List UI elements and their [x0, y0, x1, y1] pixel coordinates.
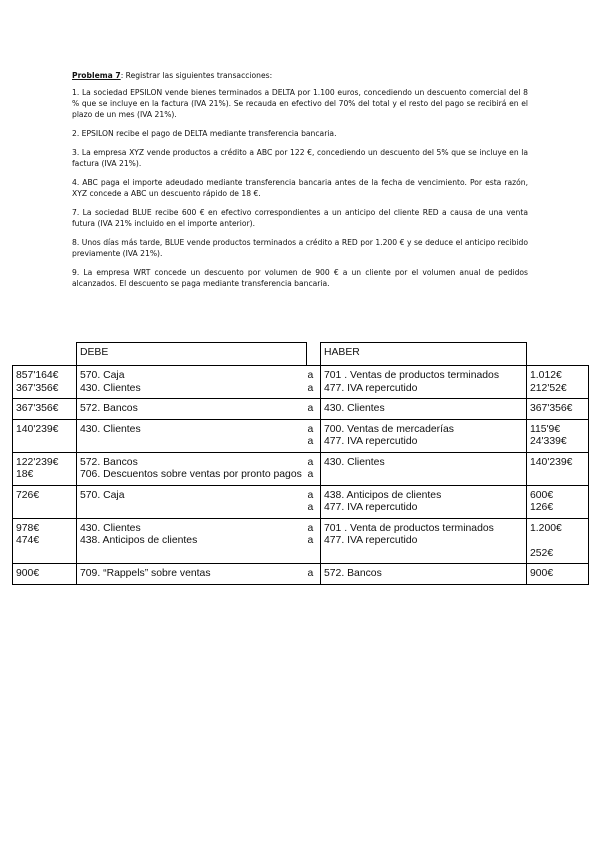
credit-account-cell: [321, 452, 527, 485]
debit-account-cell: [77, 452, 307, 485]
credit-account-cell: [321, 366, 527, 399]
debit-amount: 474€: [16, 535, 40, 546]
credit-account: 701 . Venta de productos terminados: [324, 522, 494, 534]
a-mark: a: [307, 370, 314, 381]
a-mark-cell: [307, 452, 321, 485]
header-blank: [527, 343, 589, 366]
journal-entry-row: [13, 564, 589, 585]
transaction-item: 1. La sociedad EPSILON vende bienes terminados a DELTA por 1.100 euros, concediendo un descuento comercial del 8 % que se incluye en la factura (IVA 21%). Se recauda en efectivo del 70% del total y el resto del pago se recibirá en el plazo de un mes (IVA 21%).: [72, 88, 528, 119]
debit-amount-cell: [13, 485, 77, 518]
a-mark: a: [307, 423, 314, 435]
credit-account: 438. Anticipos de clientes: [324, 489, 442, 501]
credit-amount-cell: [527, 419, 589, 452]
a-mark: a: [307, 522, 314, 534]
credit-account-cell: [321, 399, 527, 420]
debit-amount-cell: [13, 564, 77, 585]
a-mark-cell: [307, 485, 321, 518]
credit-account-cell: [321, 518, 527, 564]
debit-account: 570. Caja: [80, 489, 125, 501]
credit-account: 477. IVA repercutido: [324, 502, 418, 513]
credit-amount: 1.012€: [530, 370, 562, 381]
problem-heading: [72, 70, 528, 81]
a-mark-cell: [307, 518, 321, 564]
debit-account: 430. Clientes: [80, 522, 141, 534]
credit-amount: 115'9€: [530, 423, 561, 435]
journal-entry-row: [13, 485, 589, 518]
transaction-item: 9. La empresa WRT concede un descuento por volumen de 900 € a un cliente por el volumen anual de pedidos alcanzados. El descuento se paga mediante transferencia bancaria.: [72, 268, 528, 288]
transaction-item: 8. Unos días más tarde, BLUE vende productos terminados a crédito a RED por 1.200 € y se deduce el anticipo recibido previamente (IVA 21%).: [72, 238, 528, 258]
debit-amount: 367'356€: [16, 403, 59, 414]
a-mark: a: [307, 469, 314, 480]
debit-account-cell: [77, 485, 307, 518]
credit-amount: 1.200€: [530, 522, 562, 534]
credit-amount: 24'339€: [530, 436, 567, 447]
credit-amount-cell: [527, 399, 589, 420]
a-mark: a: [307, 568, 314, 579]
credit-amount: 367'356€: [530, 403, 573, 414]
transaction-item: 4. ABC paga el importe adeudado mediante transferencia bancaria antes de la fecha de vencimiento. Por esta razón, XYZ concede a ABC un descuento rápido de 18 €.: [72, 178, 528, 198]
credit-account: 430. Clientes: [324, 403, 385, 414]
a-mark-cell: [307, 366, 321, 399]
credit-amount-cell: [527, 485, 589, 518]
debit-amount: 857'164€: [16, 370, 59, 381]
debit-account-cell: [77, 366, 307, 399]
credit-account-cell: [321, 564, 527, 585]
journal-header-row: [13, 343, 589, 366]
credit-amount-cell: [527, 564, 589, 585]
journal-entry-row: [13, 399, 589, 420]
debit-amount: 122'239€: [16, 456, 59, 468]
debit-amount-cell: [13, 452, 77, 485]
a-mark-cell: [307, 419, 321, 452]
credit-amount: 212'52€: [530, 382, 567, 394]
debit-amount-cell: [13, 399, 77, 420]
credit-account: 572. Bancos: [324, 568, 382, 579]
debit-amount-cell: [13, 419, 77, 452]
debit-account: 570. Caja: [80, 370, 125, 381]
a-mark: a: [307, 502, 314, 513]
debit-amount: 900€: [16, 568, 40, 579]
credit-amount: 126€: [530, 502, 554, 513]
a-mark: a: [307, 403, 314, 414]
journal-entry-row: [13, 419, 589, 452]
credit-account: 701 . Ventas de productos terminados: [324, 370, 500, 381]
credit-amount: 140'239€: [530, 456, 573, 468]
debit-account-cell: [77, 518, 307, 564]
credit-account: 477. IVA repercutido: [324, 382, 418, 394]
credit-account: 477. IVA repercutido: [324, 436, 418, 447]
a-mark: a: [307, 382, 314, 394]
credit-account: 430. Clientes: [324, 456, 385, 468]
debit-account: 430. Clientes: [80, 382, 141, 394]
transaction-item: 3. La empresa XYZ vende productos a crédito a ABC por 122 €, concediendo un descuento del 5% que se incluye en la factura (IVA 21%).: [72, 148, 528, 168]
journal-entry-row: [13, 366, 589, 399]
debit-amount: 18€: [16, 469, 34, 480]
credit-amount: 900€: [530, 568, 554, 579]
header-blank: [307, 343, 321, 366]
haber-header: HABER: [321, 343, 527, 366]
problem-intro: : Registrar las siguientes transacciones:: [120, 71, 273, 80]
debit-amount-cell: [13, 518, 77, 564]
debit-account: 709. “Rappels” sobre ventas: [80, 568, 211, 579]
debit-account: 430. Clientes: [80, 423, 141, 435]
credit-amount-cell: [527, 518, 589, 564]
problem-title: Problema 7: [72, 71, 121, 80]
credit-amount: 600€: [530, 489, 554, 501]
debit-amount: 140'239€: [16, 423, 59, 435]
a-mark: a: [307, 489, 314, 501]
transaction-item: 2. EPSILON recibe el pago de DELTA mediante transferencia bancaria.: [72, 129, 337, 138]
debit-account: 706. Descuentos sobre ventas por pronto pagos: [80, 469, 302, 480]
credit-account: 477. IVA repercutido: [324, 535, 418, 546]
a-mark-cell: [307, 564, 321, 585]
debit-account-cell: [77, 399, 307, 420]
debit-account-cell: [77, 564, 307, 585]
a-mark: a: [307, 456, 314, 468]
credit-amount-cell: [527, 452, 589, 485]
journal-table: [12, 342, 589, 585]
debit-account-cell: [77, 419, 307, 452]
debit-account: 572. Bancos: [80, 456, 138, 468]
a-mark-cell: [307, 399, 321, 420]
journal-entry-row: [13, 518, 589, 564]
a-mark: a: [307, 436, 314, 447]
debit-account: 572. Bancos: [80, 403, 138, 414]
credit-amount-gap: [530, 535, 585, 548]
credit-account: 700. Ventas de mercaderías: [324, 423, 454, 435]
credit-account-cell: [321, 485, 527, 518]
debe-header: DEBE: [77, 343, 307, 366]
credit-amount: 252€: [530, 547, 554, 559]
credit-account-cell: [321, 419, 527, 452]
transaction-item: 7. La sociedad BLUE recibe 600 € en efectivo correspondientes a un anticipo del cliente RED a causa de una venta futura (IVA 21% incluido en el importe anterior).: [72, 208, 528, 228]
journal-entry-row: [13, 452, 589, 485]
debit-amount-cell: [13, 366, 77, 399]
a-mark: a: [307, 535, 314, 546]
problem-statement: [72, 70, 528, 297]
header-blank: [13, 343, 77, 366]
credit-amount-cell: [527, 366, 589, 399]
debit-amount: 726€: [16, 489, 40, 501]
debit-amount: 367'356€: [16, 382, 59, 394]
debit-account: 438. Anticipos de clientes: [80, 535, 198, 546]
debit-amount: 978€: [16, 522, 40, 534]
